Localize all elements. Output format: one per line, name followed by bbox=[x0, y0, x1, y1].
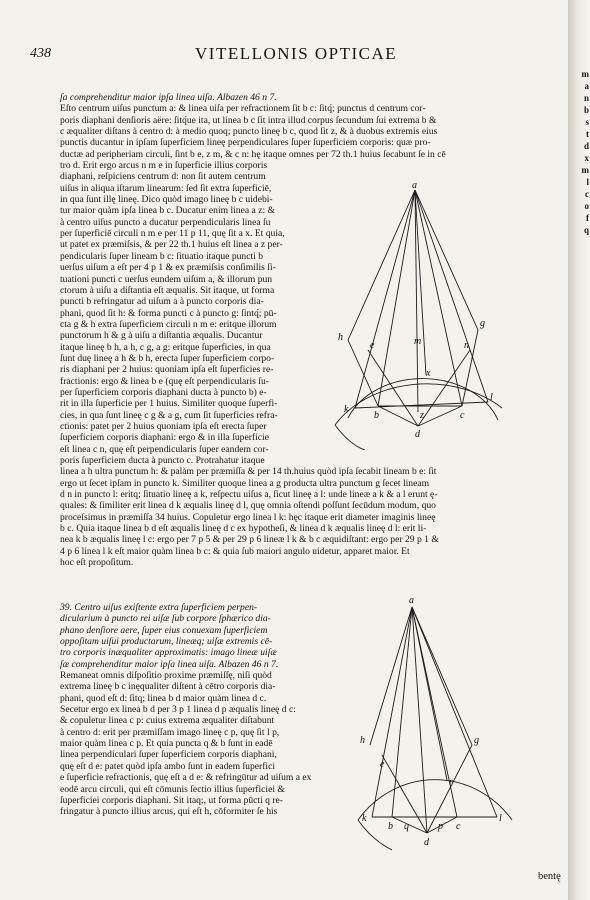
figure-2-label-l: l bbox=[499, 813, 502, 824]
figure-1-ray-a-h bbox=[348, 190, 415, 340]
running-head: VITELLONIS OPTICAE bbox=[195, 44, 398, 63]
proposition-38-text-line: punctis ducantur in ipſam ſuperficiem lineę perpendiculares ſuper ſuperficiem corporis: quæ pro- bbox=[60, 137, 431, 149]
proposition-39-text-line: eodē arcu circuli, qui eſt cōmunis ſectio illius ſuperficiei & bbox=[60, 783, 285, 795]
figure-1-outer-boundary bbox=[335, 425, 365, 450]
proposition-38-text-line: uiſus in aliqua iſtarum linearum: ſed ſit extra ſuperficiē, bbox=[60, 182, 272, 194]
margin-glyph: m bbox=[581, 69, 589, 79]
proposition-38-text-line: ergo ut ſecet ipſam in puncto k. Similiter quoque linea a g producta ultra punctum g ſecet lineam bbox=[60, 477, 430, 489]
figure-1-label-z: z bbox=[420, 410, 424, 421]
proposition-39-heading-line: tro corporis inæqualiter approximatis: imago lineæ uiſæ bbox=[60, 647, 277, 659]
figure-1-line-b-d bbox=[378, 406, 418, 426]
proposition-38-text-line: b c. Quia itaque linea b d eſt æqualis lineę d c ex hypotheſi, & linea d k æqualis lineę d l: erit li- bbox=[60, 523, 427, 535]
proposition-38-text-line: ſuperficiem corporis diaphani: ergo & in illa ſuperficie bbox=[60, 432, 269, 444]
figure-1-label-k: k bbox=[344, 404, 349, 415]
proposition-39 bbox=[60, 602, 311, 818]
figure-1-label-g: g bbox=[480, 318, 485, 329]
proposition-38-text-line: poris ſuperficiem ducta à puncto c. Protrahatur itaque bbox=[60, 455, 265, 466]
figure-2-outer-arc bbox=[358, 820, 392, 850]
proposition-38-text-line: punctorum h & g à uiſu a diſtantia æqualis. Ducantur bbox=[60, 330, 263, 342]
proposition-38-text-line: ſunt duę lineę a h & b h, erecta ſuper ſuperficiem corpo- bbox=[60, 352, 275, 364]
figure-1-ray-a-g bbox=[415, 190, 478, 330]
proposition-39-heading-line: oppoſitam uiſui productarum, lineæq; uiſæ extremis cē- bbox=[60, 636, 273, 648]
figure-1-refraction-diagram bbox=[330, 180, 510, 450]
proposition-38-text-line: rit in illa ſuperficie per 1 huius. Similiter quoque ſuperfi- bbox=[60, 398, 278, 410]
margin-glyph: f bbox=[586, 213, 589, 223]
proposition-38-text-line: puncti b refringatur ad uiſum a à puncto corporis dia- bbox=[60, 296, 264, 308]
margin-glyph: l bbox=[586, 177, 589, 187]
proposition-39-heading-line: phano denſiore aere, ſuper eius conuexam ſuperficiem bbox=[60, 624, 268, 636]
figure-2-ray-a-r bbox=[412, 607, 447, 780]
figure-2-label-g: g bbox=[474, 735, 479, 746]
figure-2-label-b: b bbox=[388, 821, 393, 832]
figure-1-label-x: x bbox=[426, 368, 431, 379]
proposition-39-text-line: quę eſt d e: patet quòd ipſa ambo ſunt in eadem ſuperfici bbox=[60, 760, 275, 772]
proposition-38-text-line: ſa comprehenditur maior ipſa linea uiſa. Albazen 46 n 7. bbox=[60, 92, 277, 103]
proposition-38-text-line: tur maior quàm ipſa linea b c. Ducatur enim linea a z: & bbox=[60, 205, 275, 217]
margin-glyph: t bbox=[586, 129, 589, 139]
proposition-38-text-line: linea a h ultra punctum h: & palàm per præmiſſa & per 14 th.huius quòd ipſa ſecabit lineam b e: ſit bbox=[60, 466, 437, 478]
figure-2-line-b-d bbox=[392, 817, 427, 833]
proposition-38-text-line: pendicularis ſuper lineam b c: ſituatio itaque puncti b bbox=[60, 250, 264, 262]
figure-1-label-h: h bbox=[338, 332, 343, 343]
proposition-39-text-line: ſuperficiei corporis diaphani. Sit itaq;, ut forma pūcti q re- bbox=[60, 794, 283, 806]
proposition-38-text-line: itaque lineę b h, a h, c g, a g: eritque ſuperficies, in qua bbox=[60, 341, 271, 353]
proposition-38-text-line: hoc eſt propoſitum. bbox=[60, 557, 134, 569]
figure-2-refraction-diagram bbox=[352, 595, 517, 855]
margin-glyph: a bbox=[584, 81, 589, 91]
proposition-38-text-line: phani, quod ſit h: & forma puncti c à puncto g: ſintq́; pū- bbox=[60, 307, 277, 319]
figure-2-label-c: c bbox=[456, 821, 461, 832]
margin-glyph: c bbox=[585, 189, 589, 199]
proposition-39-text-line: à centro d: erit per præmiſſam imago lineę c p, quę ſit l p, bbox=[60, 726, 280, 738]
figure-1-line-k-l bbox=[355, 402, 488, 408]
figure-1-label-l: l bbox=[490, 392, 493, 403]
figure-2-sphere-arc bbox=[358, 780, 512, 820]
proposition-38-text-line: uerſus uiſum a eſt per 4 p 1 & ex præmiſsis conſimilis ſi- bbox=[60, 262, 276, 274]
figure-2-label-a: a bbox=[409, 595, 414, 606]
proposition-39-text-line: maior quàm linea c p. Et quia puncta q & b ſunt in eadē bbox=[60, 738, 273, 750]
proposition-38-text-line: ductæ ad peripheriam circuli, ſint b e, z m, & c n: hę itaque omnes per 72 th.1 huius ſecabunt ſe in cē bbox=[60, 148, 446, 160]
margin-glyph: b bbox=[583, 105, 589, 115]
proposition-38-text-line: d n in puncto l: eritq; ſituatio lineę a k, reſpectu uiſus a, ſicut lineę a l: unde lineæ a k & a l erunt ę- bbox=[60, 489, 438, 501]
proposition-38-text-line: nea k b æqualis lineę l c: ergo per 7 p 5 & per 29 p 6 lineæ l k & b c æquidiſtant: ergo per 29 p 1 & bbox=[60, 534, 439, 546]
figure-2-label-r: r bbox=[449, 777, 453, 788]
figure-1-label-d: d bbox=[415, 429, 420, 440]
margin-glyph: n bbox=[583, 93, 589, 103]
margin-glyph: m bbox=[581, 165, 589, 175]
proposition-38-text-line: ris diaphani per 2 huius: quoniam ipſa eſt ſuperficies re- bbox=[60, 364, 274, 376]
proposition-39-text-line: Remaneat omnis diſpoſitio proxime præmiſſę, niſi quòd bbox=[60, 670, 272, 682]
margin-glyph: o bbox=[584, 201, 589, 211]
proposition-38-text-line: in qua ſunt illę lineę. Dico quòd imago lineę b c uidebi- bbox=[60, 194, 273, 206]
figure-1-label-n: n bbox=[464, 340, 469, 351]
figure-2-line-g-d bbox=[427, 745, 472, 833]
proposition-39-text bbox=[60, 670, 311, 817]
figure-2-label-h: h bbox=[360, 735, 365, 746]
proposition-38-text-line: cta g & h extra ſuperficiem circuli n m e: eritque illorum bbox=[60, 318, 277, 330]
proposition-38-text-line: ctionis: patet per 2 huius quoniam ipſa eſt erecta ſuper bbox=[60, 420, 267, 432]
page-number: 438 bbox=[30, 46, 51, 61]
figure-2-label-e: e bbox=[380, 759, 385, 770]
proposition-38-text-line: ctorum à uiſu a diſtantia eſt æqualis. Sit itaque, ut forma bbox=[60, 284, 275, 296]
proposition-38-text-line: Eſto centrum uiſus punctum a: & linea uiſa per refractionem ſit b c: ſitq́; punctus d centrum cor- bbox=[60, 103, 426, 115]
proposition-39-text-line: linea perpendiculari ſuper ſuperficiem corporis diaphani, bbox=[60, 749, 277, 761]
proposition-38-text-line: fractionis: ergo & linea b e (quę eſt perpendicularis ſu- bbox=[60, 375, 269, 387]
figure-2-ray-a-l bbox=[412, 607, 497, 817]
figure-1-ray-a-c bbox=[415, 190, 462, 406]
proposition-39-text-line: e ſuperficie refractionis, quę eſt a d e: & refringūtur ad uiſum a ex bbox=[60, 772, 312, 784]
figure-1-label-b: b bbox=[374, 410, 379, 421]
catchword: bentę bbox=[538, 871, 561, 882]
proposition-39-text-line: extrema lineę b c inęqualiter diſtent à cētro corporis dia- bbox=[60, 681, 276, 693]
figure-2-label-k: k bbox=[362, 813, 367, 824]
figure-2-label-q: q bbox=[404, 821, 409, 832]
proposition-39-text-line: phani, quod eſt d: ſitq; linea b d maior quàm linea d c. bbox=[60, 692, 267, 704]
margin-glyph: d bbox=[583, 141, 589, 151]
proposition-38-text-line: cies, in qua ſunt lineę c g & a g, cum ſit ſuperficies refra- bbox=[60, 409, 278, 421]
figure-2-ray-a-g bbox=[412, 607, 472, 745]
proposition-38-text-line: diaphani, reſpiciens centrum d: non ſit autem centrum bbox=[60, 171, 266, 183]
proposition-38-text-line: ut patet ex præmiſsis, & per 22 th.1 huius eſt linea a z per- bbox=[60, 239, 283, 251]
figure-2-ray-a-k bbox=[372, 607, 412, 817]
margin-glyph: q bbox=[583, 225, 589, 235]
proposition-38-text-line: poris diaphani denſioris aëre: ſitq́ue ita, ut linea b c ſit intra illud corpus ſecundum ſui extrema b & bbox=[60, 114, 437, 126]
figure-1-label-m: m bbox=[414, 336, 422, 347]
margin-glyph: x bbox=[584, 153, 589, 163]
proposition-39-heading-line: 39. Centro uiſus exiſtente extra ſuperficiem perpen- bbox=[60, 602, 258, 613]
figure-1-label-c: c bbox=[460, 410, 465, 421]
proposition-39-text-line: & copuletur linea c p: cuius extrema æqualiter diſtabunt bbox=[60, 715, 275, 727]
proposition-38-text-line: tuationi puncti c uerſus eundem uiſum a, & illorum pun bbox=[60, 273, 273, 285]
proposition-38-text-line: proceſsimus in præmiſſa 34 huius. Copuletur ergo linea l k: hęc itaque erit diameter imaginis lineę bbox=[60, 511, 436, 523]
proposition-38-text-line: tro d. Erit ergo arcus n m e in ſuperficie illius corporis bbox=[60, 160, 268, 172]
proposition-38-text-line: per ſuperficiē circuli n m e per 11 p 11, quę ſit a x. Et quia, bbox=[60, 228, 285, 240]
figure-1-label-a: a bbox=[412, 180, 417, 191]
figure-1-label-e: e bbox=[370, 340, 375, 351]
right-gutter-shadow bbox=[568, 0, 590, 900]
proposition-39-heading-line: dicularium à puncto rei uiſæ ſub corpore ſphærico dia- bbox=[60, 613, 271, 625]
page-header bbox=[30, 44, 550, 64]
proposition-39-text-line: Secetur ergo ex linea b d per 3 p 1 linea d p æqualis lineę d c: bbox=[60, 704, 296, 716]
figure-2-label-p: p bbox=[438, 821, 443, 832]
proposition-38-text-line: per ſuperficiem corporis diaphani ducta à puncto b) e- bbox=[60, 386, 267, 398]
proposition-39-text-line: fringatur à puncto illius arcus, qui eſt h, cōformiter ſe his bbox=[60, 806, 278, 818]
proposition-38-text-line: 4 p 6 linea l k eſt maior quàm linea b c: & quia ſub maiori angulo uidetur, apparet maior. Et bbox=[60, 545, 410, 557]
proposition-38-text-line: eſt linea c n, quę eſt perpendicularis ſuper eandem cor- bbox=[60, 443, 269, 455]
margin-glyph: s bbox=[585, 117, 589, 127]
proposition-38-text-line: c æqualiter diſtans à centro d: à medio quoq; puncto lineę b c, quod ſit z, & à duobus extremis eius bbox=[60, 126, 438, 138]
proposition-38-text-line: quales: & ſimiliter erit linea d k æqualis lineę d l, quę omnia oſtendi poſſunt ſecūdum modum, quo bbox=[60, 500, 436, 512]
proposition-38-text-line: à centro uiſus puncto a ducatur perpendicularis linea ſu bbox=[60, 216, 271, 228]
figure-2-label-d: d bbox=[424, 837, 429, 848]
proposition-39-heading bbox=[60, 602, 311, 670]
proposition-39-heading-line: ſæ comprehenditur maior ipſa linea uiſa. Albazen 46 n 7. bbox=[60, 658, 279, 670]
